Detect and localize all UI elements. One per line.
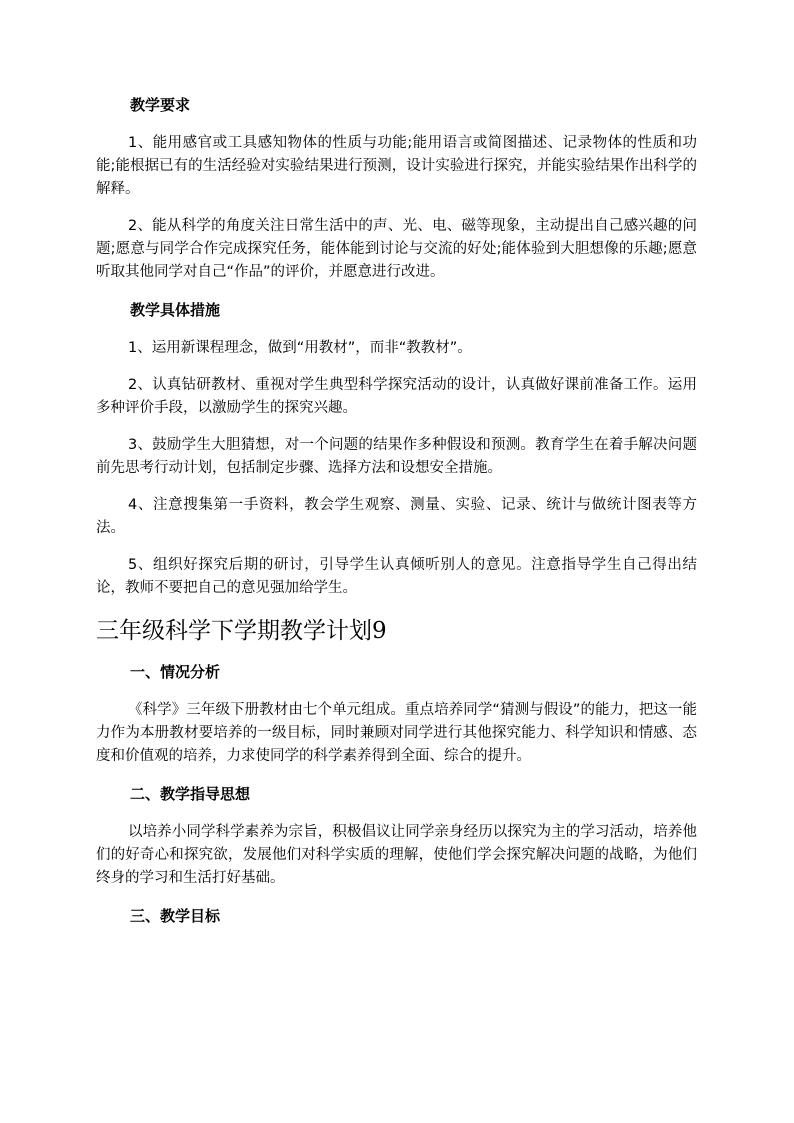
section-heading-situation-analysis: 一、情况分析 [130,663,221,681]
section-heading-teaching-goals: 三、教学目标 [130,907,221,925]
plan-title: 三年级科学下学期教学计划9 [96,618,387,644]
section-heading-teaching-measures: 教学具体措施 [130,301,221,319]
paragraph: 4、注意搜集第一手资料，教会学生观察、测量、实验、记录、统计与做统计图表等方法。 [96,497,697,536]
section-heading-teaching-requirements: 教学要求 [130,96,191,114]
document-content [96,93,697,943]
paragraph: 1、运用新课程理念，做到“用教材”，而非“教教材”。 [128,340,472,356]
paragraph: 5、组织好探究后期的研讨，引导学生认真倾听别人的意见。注意指导学生自己得出结论，教师不要把自己的意见强加给学生。 [96,557,697,596]
paragraph: 2、能从科学的角度关注日常生活中的声、光、电、磁等现象，主动提出自己感兴趣的问题;愿意与同学合作完成探究任务，能体能到讨论与交流的好处;能体验到大胆想像的乐趣;愿意听取其他同学对自己“作品”的评价，并愿意进行改进。 [96,218,697,280]
section-heading-guiding-ideology: 二、教学指导思想 [130,785,251,803]
paragraph: 3、鼓励学生大胆猜想，对一个问题的结果作多种假设和预测。教育学生在着手解决问题前先思考行动计划，包括制定步骤、选择方法和设想安全措施。 [96,437,697,476]
paragraph: 《科学》三年级下册教材由七个单元组成。重点培养同学“猜测与假设”的能力，把这一能力作为本册教材要培养的一级目标，同时兼顾对同学进行其他探究能力、科学知识和情感、态度和价值观的培养，力求使同学的科学素养得到全面、综合的提升。 [96,702,697,764]
paragraph: 2、认真钻研教材、重视对学生典型科学探究活动的设计，认真做好课前准备工作。运用多种评价手段，以激励学生的探究兴趣。 [96,377,697,416]
paragraph: 1、能用感官或工具感知物体的性质与功能;能用语言或简图描述、记录物体的性质和功能;能根据已有的生活经验对实验结果进行预测，设计实验进行探究，并能实验结果作出科学的解释。 [96,135,697,197]
paragraph: 以培养小同学科学素养为宗旨，积极倡议让同学亲身经历以探究为主的学习活动，培养他们的好奇心和探究欲，发展他们对科学实质的理解，使他们学会探究解决问题的战略，为他们终身的学习和生活打好基础。 [96,824,697,886]
